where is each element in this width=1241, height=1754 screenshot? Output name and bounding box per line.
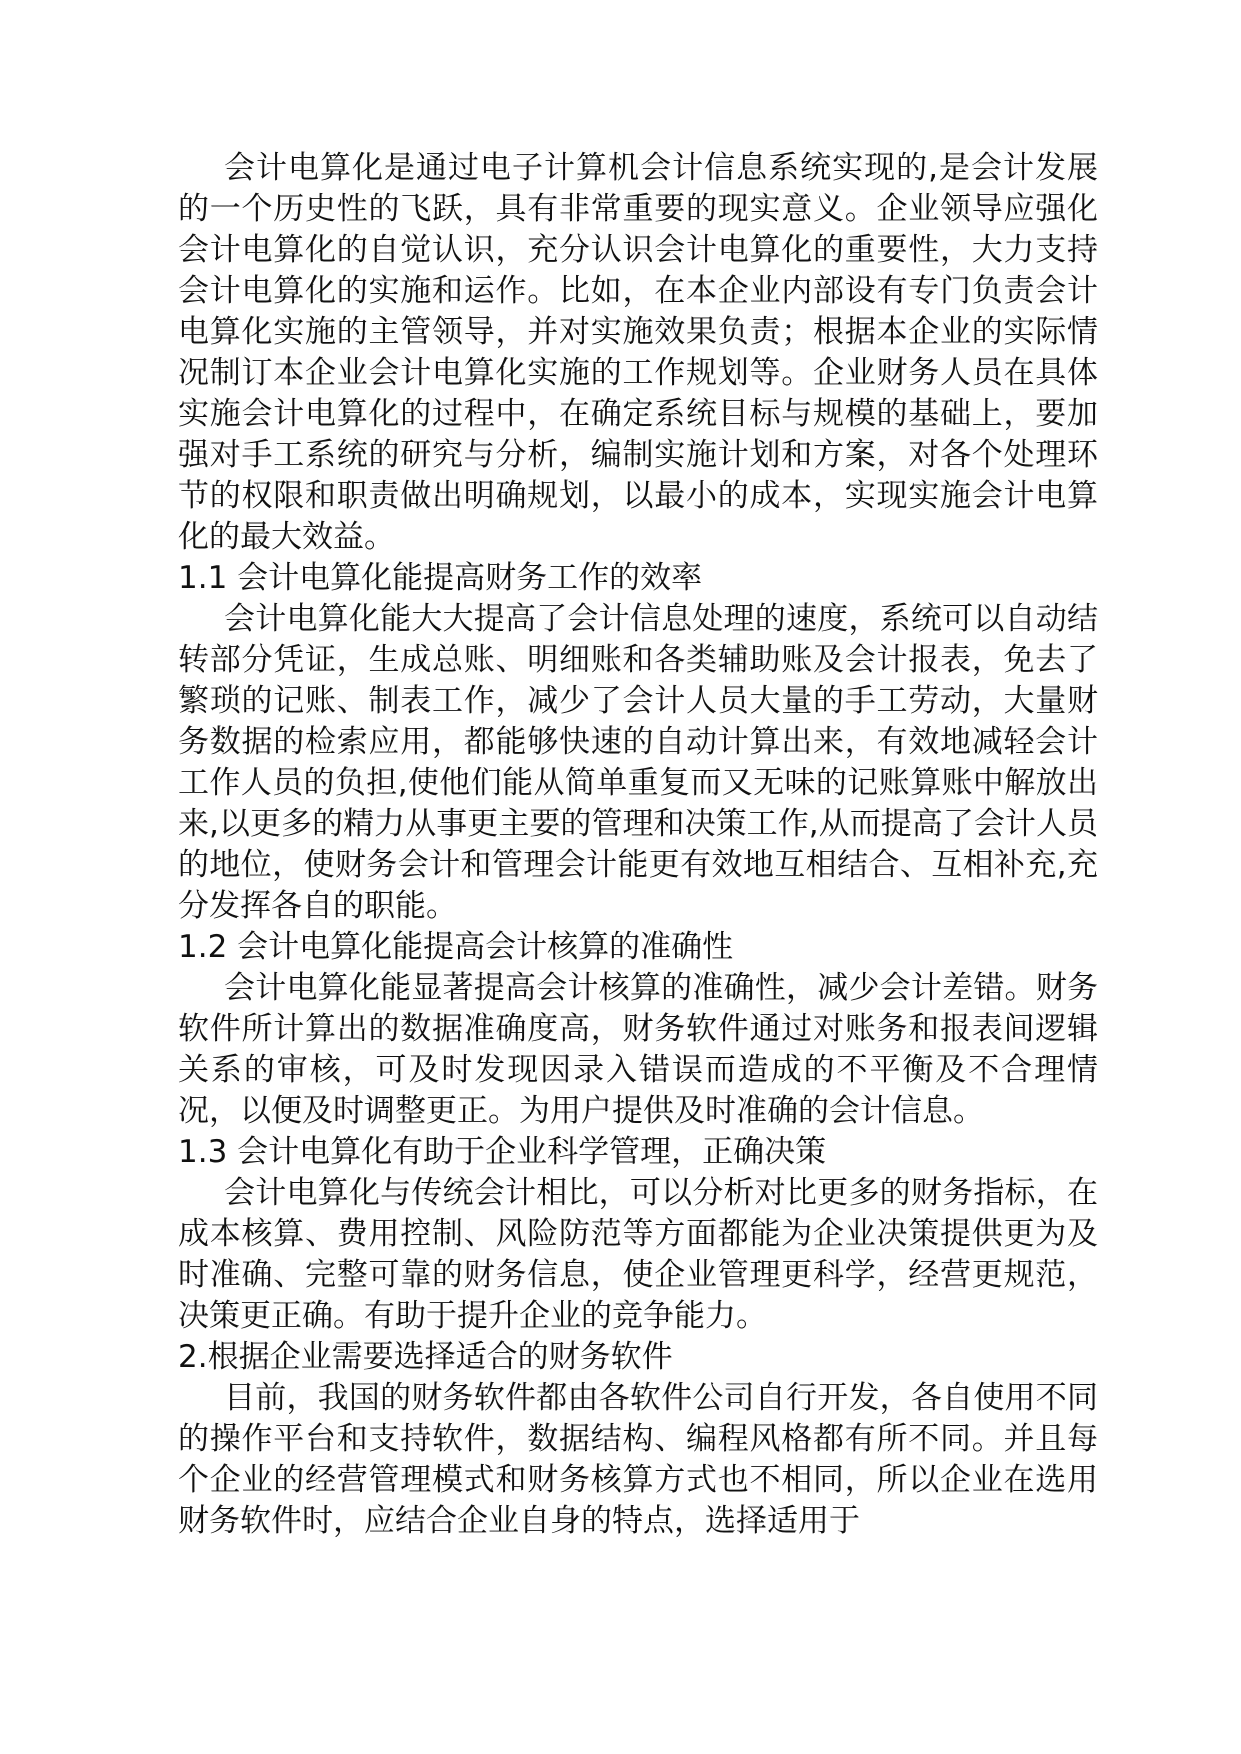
section-heading-1-3: 1.3 会计电算化有助于企业科学管理，正确决策: [178, 1134, 827, 1170]
paragraph-decision-making: 会计电算化与传统会计相比，可以分析对比更多的财务指标，在成本核算、费用控制、风险防范等方面都能为企业决策提供更为及时准确、完整可靠的财务信息，使企业管理更科学，经营更规范，决策更正确。有助于提升企业的竞争能力。: [178, 1175, 1098, 1334]
document-page: [178, 148, 1098, 1542]
paragraph-accuracy: 会计电算化能显著提高会计核算的准确性，减少会计差错。财务软件所计算出的数据准确度高，财务软件通过对账务和报表间逻辑关系的审核，可及时发现因录入错误而造成的不平衡及不合理情况，以便及时调整更正。为用户提供及时准确的会计信息。: [178, 970, 1098, 1129]
section-heading-1-1: 1.1 会计电算化能提高财务工作的效率: [178, 560, 703, 596]
section-heading-1-2: 1.2 会计电算化能提高会计核算的准确性: [178, 929, 734, 965]
paragraph-intro: 会计电算化是通过电子计算机会计信息系统实现的,是会计发展的一个历史性的飞跃，具有非常重要的现实意义。企业领导应强化会计电算化的自觉认识，充分认识会计电算化的重要性，大力支持会计电算化的实施和运作。比如，在本企业内部设有专门负责会计电算化实施的主管领导，并对实施效果负责；根据本企业的实际情况制订本企业会计电算化实施的工作规划等。企业财务人员在具体实施会计电算化的过程中，在确定系统目标与规模的基础上，要加强对手工系统的研究与分析，编制实施计划和方案，对各个处理环节的权限和职责做出明确规划，以最小的成本，实现实施会计电算化的最大效益。: [178, 150, 1098, 555]
paragraph-efficiency: 会计电算化能大大提高了会计信息处理的速度，系统可以自动结转部分凭证，生成总账、明细账和各类辅助账及会计报表，免去了繁琐的记账、制表工作，减少了会计人员大量的手工劳动，大量财务数据的检索应用，都能够快速的自动计算出来，有效地减轻会计工作人员的负担,使他们能从简单重复而又无味的记账算账中解放出来,以更多的精力从事更主要的管理和决策工作,从而提高了会计人员的地位，使财务会计和管理会计能更有效地互相结合、互相补充,充分发挥各自的职能。: [178, 601, 1098, 924]
section-heading-2: 2.根据企业需要选择适合的财务软件: [178, 1339, 673, 1375]
paragraph-software-selection: 目前，我国的财务软件都由各软件公司自行开发，各自使用不同的操作平台和支持软件，数据结构、编程风格都有所不同。并且每个企业的经营管理模式和财务核算方式也不相同，所以企业在选用财务软件时，应结合企业自身的特点，选择适用于: [178, 1380, 1098, 1539]
